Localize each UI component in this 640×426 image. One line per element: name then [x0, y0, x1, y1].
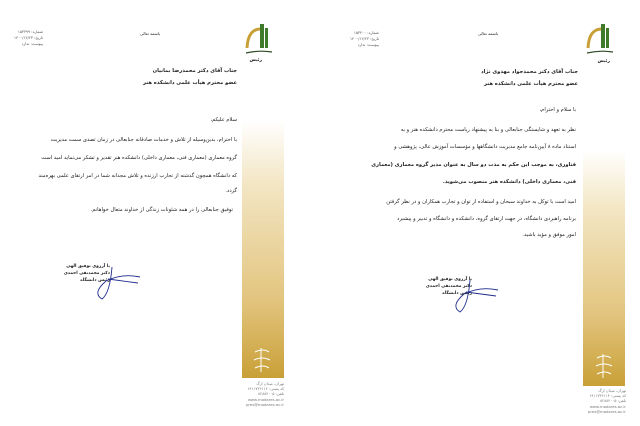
date-label: تاریخ:	[34, 35, 43, 40]
footer-line: تهران، میدان ارگ	[256, 381, 284, 386]
footer-line: www.modares.ac.ir	[589, 403, 626, 409]
body-line: گروه معماری (معماری فنی، معماری داخلی) دانشکده هنر تقدیر و تشکر می‌نماید امید است	[41, 155, 237, 161]
body-line: نظر به تعهد و شایستگی جنابعالی و بنا به پیشنهاد ریاست محترم دانشکده هنر و به	[400, 127, 576, 133]
letter-number: ۱۵۳۳۹۹	[17, 29, 31, 34]
body-line: امید است با توکل به خداوند سبحان و استفاده از توان و تجارب همکاران و در نظر گرفتن	[386, 199, 576, 205]
signature-line: دکتر محمدتقی احمدی	[425, 284, 472, 289]
greeting: با سلام و احترام،	[539, 107, 576, 113]
letter-attachment: ندارد	[357, 42, 366, 47]
letter-number: ۱۵۳۴۰۰	[353, 30, 367, 35]
number-label: شماره:	[367, 30, 379, 35]
calligraphy-emblem-icon	[593, 352, 615, 380]
logo-caption: رئیس	[597, 59, 610, 64]
gold-side-strip	[583, 150, 625, 386]
attachment-label: پیوست:	[366, 42, 379, 47]
letter-date: ۱۴۰۰/۱۲/۲۳	[14, 35, 33, 40]
signature-line: با آرزوی توفیق الهی	[66, 264, 110, 269]
body-line: که دانشگاه همچون گذشته از تجارب ارزنده و تلاش مجدانه شما در امر ارتقای علمی بهره‌مند	[38, 173, 237, 179]
number-label: شماره:	[31, 29, 43, 34]
footer-contact	[581, 388, 626, 414]
signature-line: با آرزوی توفیق الهی	[428, 277, 472, 282]
footer-line: کد پستی: ۱۹۱۱۷۳۶۱۱۴	[589, 393, 626, 399]
footer-line: کد پستی: ۱۹۱۱۷۳۶۱۱۴	[247, 386, 284, 392]
addressee-name: جناب آقای دکتر محمدرضا بمانیان	[152, 68, 237, 74]
signature-icon	[92, 263, 142, 303]
footer-line: www.modares.ac.ir	[247, 396, 284, 402]
addressee-title: عضو محترم هیأت علمی دانشکده هنر	[484, 81, 578, 87]
body-line: استناد ماده ۸ آیین‌نامه جامع مدیریت دانشگاهها و مؤسسات آموزش عالی، پژوهشی و	[394, 144, 576, 150]
body-line: فناوری، به موجب این حکم به مدت دو سال به عنوان مدیر گروه معماری (معماری	[371, 162, 576, 168]
date-label: تاریخ:	[370, 36, 379, 41]
letter-date: ۱۴۰۰/۱۲/۲۳	[350, 36, 369, 41]
footer-line: تلفن: ۸۲۸۸۴۰۰۵	[600, 398, 626, 404]
footer-line: pres@modares.ac.ir	[588, 408, 626, 414]
gold-side-strip	[242, 120, 284, 378]
addressee-title: عضو محترم هیأت علمی دانشکده هنر	[143, 80, 237, 86]
university-logo-icon	[585, 20, 615, 56]
signature-icon	[450, 276, 500, 316]
body-line: فنی، معماری داخلی) دانشکده هنر منصوب می‌شوید.	[442, 179, 576, 185]
invocation: باسمه تعالی	[478, 31, 499, 36]
letter-attachment: ندارد	[21, 41, 30, 46]
attachment-label: پیوست:	[30, 41, 43, 46]
signature-line: رئیس دانشگاه	[442, 291, 472, 296]
footer-line: تهران، میدان ارگ	[598, 388, 626, 393]
letter-right	[320, 0, 640, 426]
university-logo-icon	[244, 20, 274, 56]
footer-line: تلفن: ۸۲۸۸۴۰۰۵	[258, 391, 284, 397]
body-line: امور موفق و مؤید باشید.	[522, 232, 576, 238]
footer-contact	[240, 381, 284, 407]
logo-caption: رئیس	[249, 58, 262, 63]
body-line: با احترام، بدین‌وسیله از تلاش و خدمات صادقانه جنابعالی در زمان تصدی سمت مدیریت	[50, 137, 237, 143]
invocation: باسمه تعالی	[140, 31, 161, 36]
greeting: سلام علیکم،	[210, 117, 237, 123]
calligraphy-emblem-icon	[251, 346, 273, 374]
body-line: برنامه راهبردی دانشگاه، در جهت ارتقای گروه، دانشکده و دانشگاه و تدبیر و پیشبرد	[397, 216, 576, 222]
letter-left	[0, 0, 300, 426]
signature-block	[62, 265, 142, 310]
signature-block	[420, 278, 500, 323]
footer-line: pres@modares.ac.ir	[246, 401, 284, 407]
closing: توفیق جنابعالی را در همه شئونات زندگی از خداوند متعال خواهانم.	[90, 207, 233, 213]
signature-line: رئیس دانشگاه	[80, 278, 110, 283]
letter-meta	[350, 30, 379, 48]
letter-meta	[14, 29, 43, 47]
signature-line: دکتر محمدتقی احمدی	[63, 271, 110, 276]
body-line: گردد.	[225, 188, 237, 194]
addressee-name: جناب آقای دکتر محمدجواد مهدوی نژاد	[480, 69, 578, 75]
